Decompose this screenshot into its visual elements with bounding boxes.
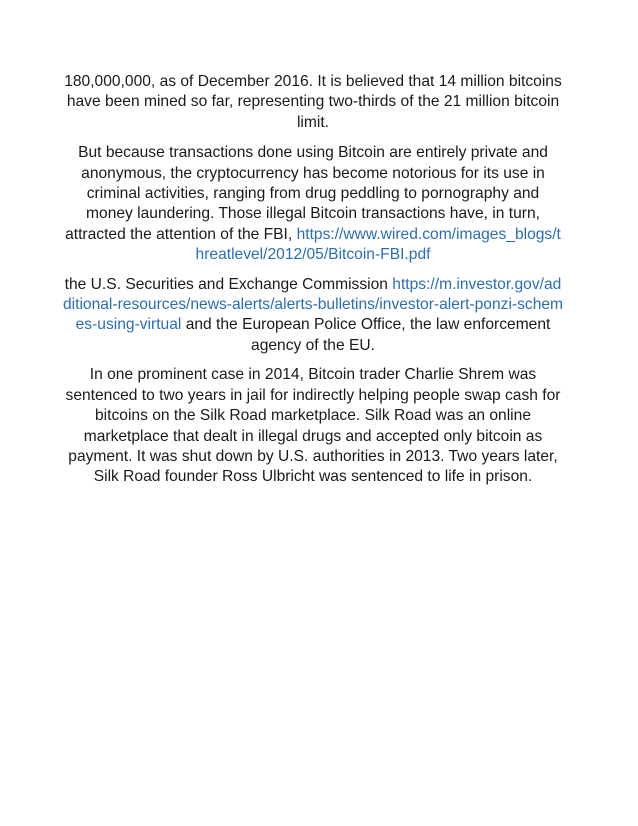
- paragraph-sec-europol: [62, 275, 564, 357]
- paragraph-text: and the European Police Office, the law enforcement agency of the EU.: [185, 316, 551, 354]
- paragraph-text: the U.S. Securities and Exchange Commission: [64, 275, 388, 293]
- paragraph-text: But because transactions done using Bitcoin are entirely private and anonymous, the cryptocurrency has become notorious for its use in criminal activities, ranging from drug peddling to pornography and money laundering. Those illegal Bitcoin transactions have, in turn, attracted the attention of the FBI,: [65, 144, 548, 243]
- paragraph-silk-road-case: [62, 365, 564, 487]
- paragraph-criminal-activities: [62, 143, 564, 265]
- sec-investor-link[interactable]: https://m.investor.gov/additional-resources/news-alerts/alerts-bulletins/investor-alert-ponzi-schemes-using-virtual: [62, 275, 564, 334]
- fbi-link[interactable]: https://www.wired.com/images_blogs/threatlevel/2012/05/Bitcoin-FBI.pdf: [195, 225, 561, 264]
- paragraph-text: 180,000,000, as of December 2016. It is believed that 14 million bitcoins have been mined so far, representing two-thirds of the 21 million bitcoin limit.: [64, 73, 562, 131]
- document-page: [62, 72, 564, 498]
- paragraph-bitcoin-supply: [62, 72, 564, 133]
- paragraph-text: In one prominent case in 2014, Bitcoin trader Charlie Shrem was sentenced to two years in jail for indirectly helping people swap cash for bitcoins on the Silk Road marketplace. Silk Road was an online marketplace that dealt in illegal drugs and accepted only bitcoin as payment. It was shut down by U.S. authorities in 2013. Two years later, Silk Road founder Ross Ulbricht was sentenced to life in prison.: [65, 366, 561, 486]
